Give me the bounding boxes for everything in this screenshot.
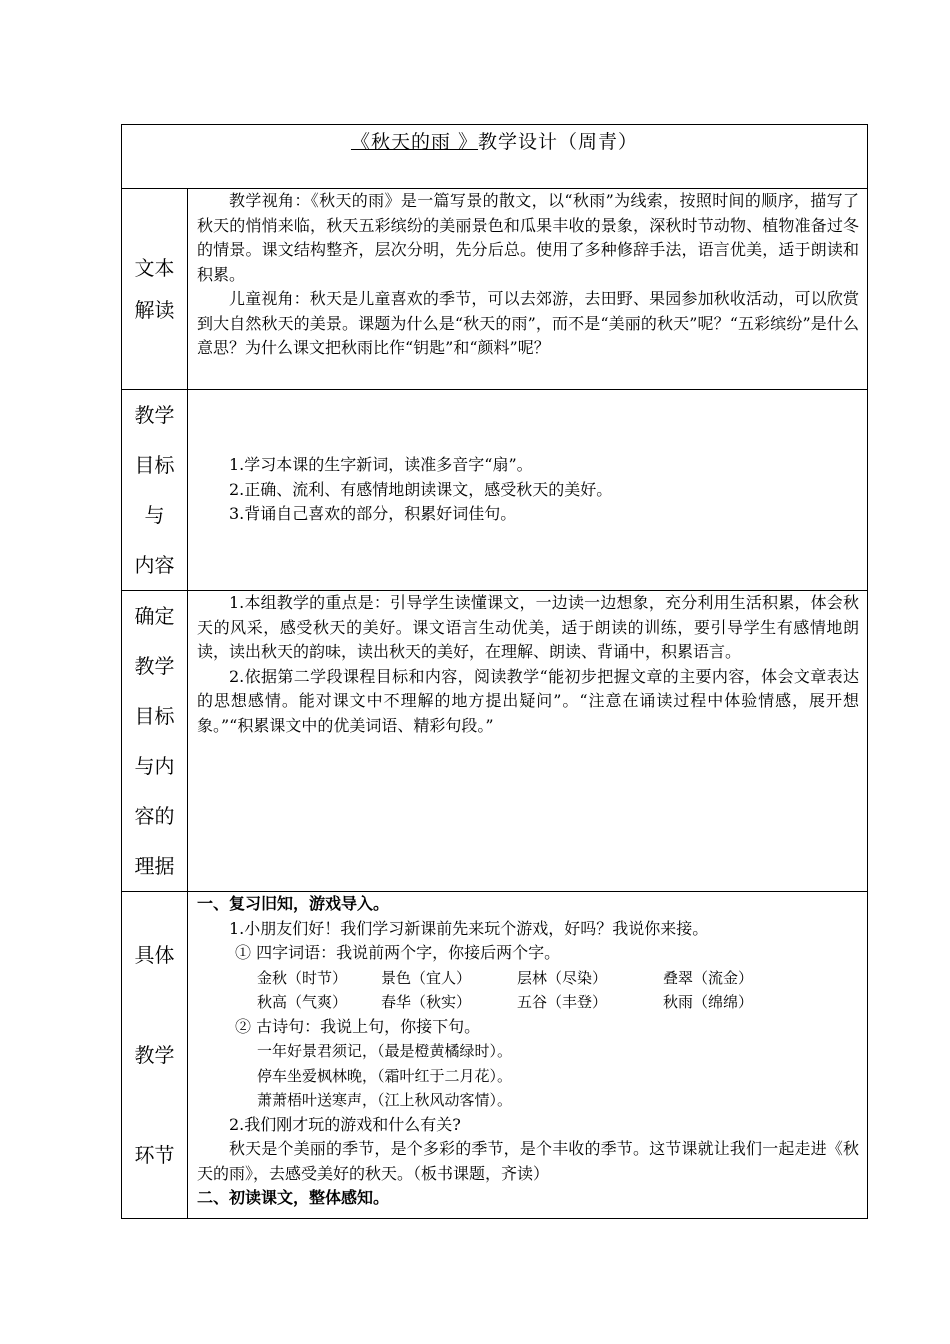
word-pair: 叠翠（流金）: [663, 968, 754, 987]
steps-label: 具体 教学 环节: [122, 892, 188, 1219]
word-pair: 景色（宜人）: [381, 968, 472, 987]
goal-item: 2.正确、流利、有感情地朗读课文，感受秋天的美好。: [229, 479, 613, 499]
text-reading-label: 文本 解读: [122, 189, 188, 390]
section-heading-2: 二、初读课文，整体感知。: [197, 1188, 390, 1207]
goal-item: 1.学习本课的生字新词，读准多音字“扇”。: [229, 455, 533, 475]
text-reading-content: [188, 189, 868, 390]
goals-content: [188, 390, 868, 591]
step-line: 1.小朋友们好！我们学习新课前先来玩个游戏，好吗？我说你来接。: [229, 918, 709, 938]
title-row: [122, 125, 868, 189]
word-pair: 金秋（时节）: [257, 968, 348, 987]
poem-line: 萧萧梧叶送寒声，（江上秋风动客情）。: [257, 1091, 513, 1109]
text-reading-row: [122, 189, 868, 390]
steps-row: [122, 892, 868, 1219]
step-paragraph: 秋天是个美丽的季节，是个多彩的季节，是个丰收的季节。这节课就让我们一起走进《秋天的雨》，去感受美好的秋天。（板书课题，齐读）: [197, 1139, 859, 1183]
basis-label: 确定 教学 目标 与内 容的 理据: [122, 591, 188, 892]
goals-row: [122, 390, 868, 591]
goal-item: 3.背诵自己喜欢的部分，积累好词佳句。: [229, 504, 517, 524]
section-heading-1: 一、复习旧知，游戏导入。: [197, 894, 390, 913]
word-pair: 层林（尽染）: [517, 968, 608, 987]
lesson-plan-table: [121, 124, 868, 1219]
title-cell: [122, 125, 868, 189]
goals-label: 教学 目标 与 内容: [122, 390, 188, 591]
basis-content: [188, 591, 868, 892]
document-title: 《秋天的雨 》教学设计（周青）: [350, 131, 639, 153]
basis-paragraph-2: 2.依据第二学段课程目标和内容，阅读教学“能初步把握文章的主要内容，体会文章表达的思想感情。能对课文中不理解的地方提出疑问”。“注意在诵读过程中体验情感，展开想象。”“积累课文中的优美词语、精彩句段。”: [197, 666, 859, 735]
poem-line: 一年好景君须记，（最是橙黄橘绿时）。: [257, 1042, 513, 1060]
word-pair: 秋雨（绵绵）: [663, 993, 754, 1011]
word-pairs-row-2: [197, 990, 859, 1015]
word-pair: 五谷（丰登）: [517, 993, 608, 1011]
steps-content: [188, 892, 868, 1219]
word-pair: 秋高（气爽）: [257, 993, 348, 1011]
word-pair: 春华（秋实）: [381, 993, 472, 1011]
step-line: 2.我们刚才玩的游戏和什么有关?: [229, 1114, 461, 1134]
step-line: ② 古诗句：我说上句，你接下句。: [235, 1016, 481, 1036]
teaching-perspective: 教学视角：《秋天的雨》是一篇写景的散文，以“秋雨”为线索，按照时间的顺序，描写了秋天的悄悄来临，秋天五彩缤纷的美丽景色和瓜果丰收的景象，深秋时节动物、植物准备过冬的情景。课文结构整齐，层次分明，先分后总。使用了多种修辞手法，语言优美，适于朗读和积累。: [197, 191, 859, 284]
step-line: ① 四字词语：我说前两个字，你接后两个字。: [235, 943, 561, 962]
child-perspective: 儿童视角：秋天是儿童喜欢的季节，可以去郊游，去田野、果园参加秋收活动，可以欣赏到大自然秋天的美景。课题为什么是“秋天的雨”，而不是“美丽的秋天”呢？“五彩缤纷”是什么意思？为什么课文把秋雨比作“钥匙”和“颜料”呢？: [197, 289, 859, 357]
basis-row: [122, 591, 868, 892]
poem-line: 停车坐爱枫林晚，（霜叶红于二月花）。: [257, 1066, 513, 1085]
basis-paragraph-1: 1.本组教学的重点是：引导学生读懂课文，一边读一边想象，充分利用生活积累，体会秋天的风采，感受秋天的美好。课文语言生动优美，适于朗读的训练，要引导学生有感情地朗读，读出秋天的韵味，读出秋天的美好，在理解、朗读、背诵中，积累语言。: [197, 593, 859, 661]
word-pairs-row-1: [197, 966, 859, 991]
